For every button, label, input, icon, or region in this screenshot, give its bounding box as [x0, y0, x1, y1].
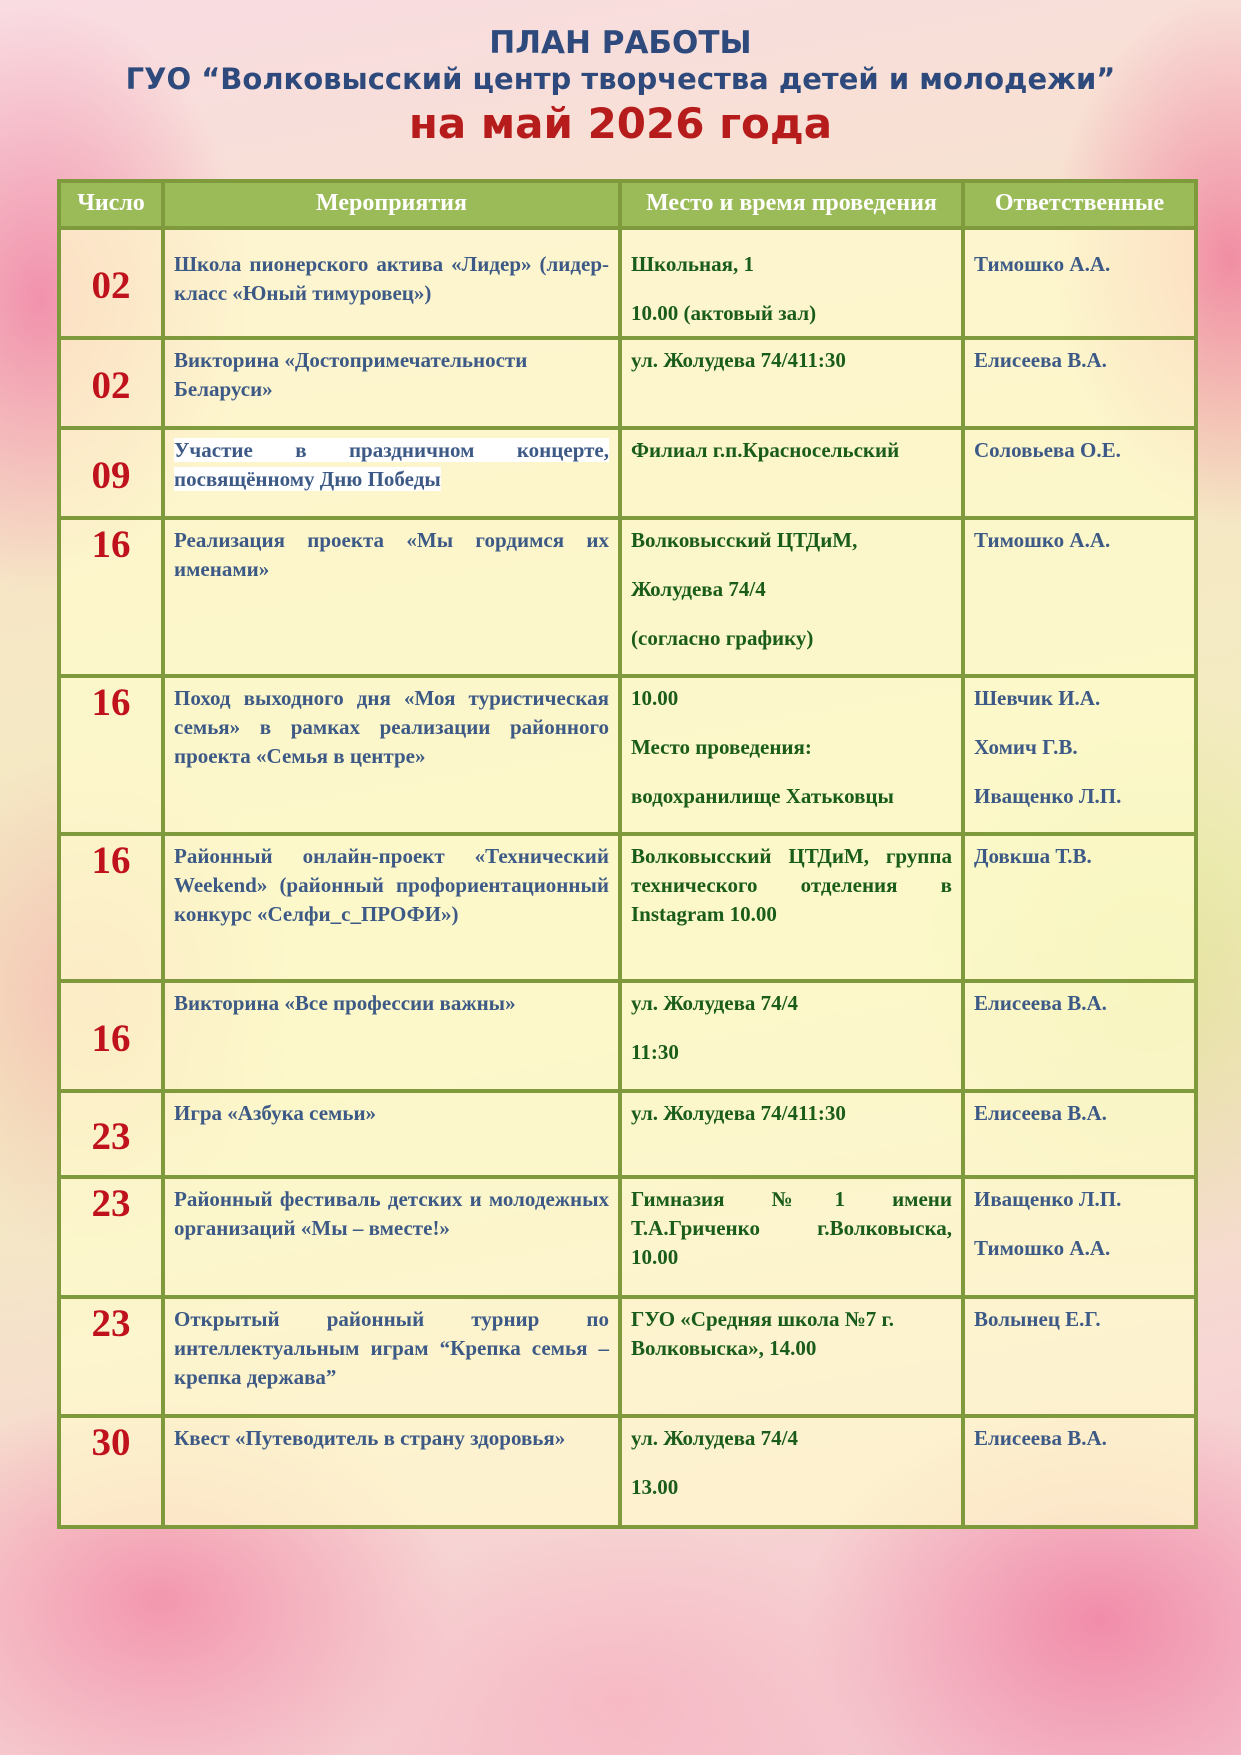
event-responsible	[963, 1416, 1196, 1527]
event-place	[620, 1416, 963, 1527]
event-title: Реализация проекта «Мы гордимся их именами»	[163, 518, 620, 676]
table-row	[59, 338, 1196, 428]
responsible-person: Елисеева В.А.	[974, 1426, 1107, 1450]
page-header	[0, 24, 1241, 152]
event-responsible	[963, 1091, 1196, 1177]
responsible-person: Елисеева В.А.	[974, 1101, 1107, 1125]
event-date: 16	[59, 676, 163, 834]
organization-name: ГУО “Волковысский центр творчества детей и молодежи”	[125, 62, 1116, 96]
table-row	[59, 228, 1196, 338]
responsible-person: Иващенко Л.П.	[974, 1187, 1122, 1211]
event-responsible	[963, 1177, 1196, 1297]
column-header-responsible: Ответственные	[963, 181, 1196, 228]
event-title: Школа пионерского актива «Лидер» (лидер-класс «Юный тимуровец»)	[163, 228, 620, 338]
place-line: 13.00	[631, 1475, 679, 1499]
event-date: 02	[59, 228, 163, 338]
place-line: (согласно графику)	[631, 626, 814, 650]
place-line: Волковысский ЦТДиМ, группа технического отделения в Instagram 10.00	[631, 844, 952, 926]
event-responsible	[963, 981, 1196, 1091]
event-title: Районный фестиваль детских и молодежных организаций «Мы – вместе!»	[163, 1177, 620, 1297]
event-place	[620, 1091, 963, 1177]
event-responsible	[963, 834, 1196, 981]
table-row	[59, 981, 1196, 1091]
event-date: 16	[59, 981, 163, 1091]
table-row	[59, 1416, 1196, 1527]
place-line: водохранилище Хатьковцы	[631, 784, 894, 808]
place-line: Школьная, 1	[631, 252, 754, 276]
event-place	[620, 228, 963, 338]
table-row	[59, 834, 1196, 981]
responsible-person: Соловьева О.Е.	[974, 438, 1121, 462]
table-row	[59, 1297, 1196, 1416]
place-line: ГУО «Средняя школа №7 г. Волковыска», 14.00	[631, 1307, 894, 1360]
event-responsible	[963, 676, 1196, 834]
responsible-person: Тимошко А.А.	[974, 252, 1111, 276]
event-place	[620, 518, 963, 676]
event-title: Игра «Азбука семьи»	[163, 1091, 620, 1177]
event-place	[620, 338, 963, 428]
place-line: ул. Жолудева 74/411:30	[631, 1101, 846, 1125]
event-responsible	[963, 428, 1196, 518]
place-line: ул. Жолудева 74/411:30	[631, 348, 846, 372]
responsible-person: Шевчик И.А.	[974, 686, 1101, 710]
place-line: 11:30	[631, 1040, 679, 1064]
column-header-event: Мероприятия	[163, 181, 620, 228]
event-place	[620, 981, 963, 1091]
responsible-person: Елисеева В.А.	[974, 348, 1107, 372]
event-title: Викторина «Достопримечательности Беларуси»	[163, 338, 620, 428]
event-date: 30	[59, 1416, 163, 1527]
plan-title: ПЛАН РАБОТЫ	[489, 25, 752, 61]
event-title	[163, 428, 620, 518]
event-date: 23	[59, 1091, 163, 1177]
place-line: Гимназия №1 имени Т.А.Гриченко г.Волковыска, 10.00	[631, 1187, 952, 1269]
event-place	[620, 1297, 963, 1416]
event-date: 23	[59, 1297, 163, 1416]
event-place	[620, 428, 963, 518]
responsible-person: Иващенко Л.П.	[974, 784, 1122, 808]
event-title: Поход выходного дня «Моя туристическая семья» в рамках реализации районного проекта «Семья в центре»	[163, 676, 620, 834]
place-line: ул. Жолудева 74/4	[631, 991, 798, 1015]
responsible-person: Довкша Т.В.	[974, 844, 1092, 868]
responsible-person: Волынец Е.Г.	[974, 1307, 1101, 1331]
event-date: 02	[59, 338, 163, 428]
responsible-person: Елисеева В.А.	[974, 991, 1107, 1015]
table-row	[59, 1091, 1196, 1177]
place-line: Волковысский ЦТДиМ,	[631, 528, 858, 552]
event-responsible	[963, 518, 1196, 676]
place-line: Филиал г.п.Красносельский	[631, 438, 900, 462]
place-line: ул. Жолудева 74/4	[631, 1426, 798, 1450]
event-place	[620, 1177, 963, 1297]
event-title-text: Участие в праздничном концерте, посвящённому Дню Победы	[174, 438, 609, 491]
table-row	[59, 518, 1196, 676]
place-line: 10.00 (актовый зал)	[631, 301, 817, 325]
table-row	[59, 428, 1196, 518]
event-date: 23	[59, 1177, 163, 1297]
event-date: 16	[59, 834, 163, 981]
place-line: 10.00	[631, 686, 679, 710]
event-title: Викторина «Все профессии важны»	[163, 981, 620, 1091]
event-title: Квест «Путеводитель в страну здоровья»	[163, 1416, 620, 1527]
event-date: 09	[59, 428, 163, 518]
event-title: Открытый районный турнир по интеллектуальным играм “Крепка семья – крепка держава”	[163, 1297, 620, 1416]
event-responsible	[963, 1297, 1196, 1416]
event-place	[620, 834, 963, 981]
table-row	[59, 676, 1196, 834]
event-place	[620, 676, 963, 834]
events-table	[57, 179, 1198, 1529]
responsible-person: Хомич Г.В.	[974, 735, 1078, 759]
table-header-row	[59, 181, 1196, 228]
column-header-date: Число	[59, 181, 163, 228]
plan-period: на май 2026 года	[408, 99, 833, 148]
event-responsible	[963, 228, 1196, 338]
event-title: Районный онлайн-проект «Технический Weekend» (районный профориентационный конкурс «Селфи_с_ПРОФИ»)	[163, 834, 620, 981]
responsible-person: Тимошко А.А.	[974, 1236, 1111, 1260]
column-header-place: Место и время проведения	[620, 181, 963, 228]
event-date: 16	[59, 518, 163, 676]
place-line: Жолудева 74/4	[631, 577, 766, 601]
place-line: Место проведения:	[631, 735, 812, 759]
table-row	[59, 1177, 1196, 1297]
event-responsible	[963, 338, 1196, 428]
responsible-person: Тимошко А.А.	[974, 528, 1111, 552]
